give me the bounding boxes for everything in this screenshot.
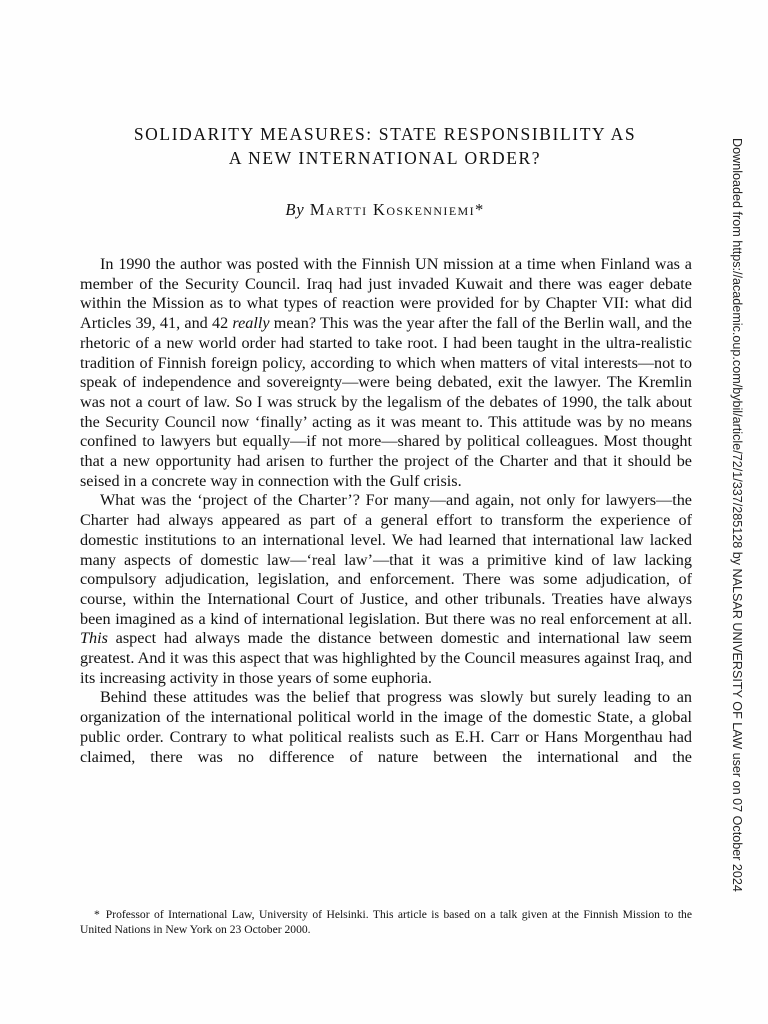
watermark-text: Downloaded from https://academic.oup.com/bybil/article/72/1/337/285128 by NALSAR UNIVERSITY OF LAW user on 07 October 2024	[730, 138, 744, 892]
footnote	[80, 907, 692, 937]
title-line-1: SOLIDARITY MEASURES: STATE RESPONSIBILITY AS	[133, 124, 637, 144]
title-line-2: A NEW INTERNATIONAL ORDER?	[228, 148, 542, 168]
footnote-marker: *	[94, 908, 100, 921]
author-name: Martti Koskenniemi*	[309, 200, 485, 219]
paragraph-2-text-b: aspect had always made the distance between domestic and international law seem greatest. And it was this aspect that was highlighted by the Council measures against Iraq, and its increasing activity in those years of some euphoria.	[80, 629, 692, 687]
article-title	[80, 122, 690, 170]
footnote-text: Professor of International Law, University of Helsinki. This article is based on a talk given at the Finnish Mission to the United Nations in New York on 23 October 2000.	[80, 908, 692, 936]
paragraph-2-emphasis: This	[80, 629, 108, 648]
byline-by: By	[285, 200, 305, 219]
paragraph-3-text: Behind these attitudes was the belief that progress was slowly but surely leading to an organization of the international political world in the image of the domestic State, a global public order. Contrary to what political realists such as E.H. Carr or Hans Morgenthau had claimed, there was no difference of nature between the international and the	[80, 688, 692, 766]
download-watermark	[724, 138, 744, 890]
paragraph-3	[80, 688, 692, 767]
paragraph-2-text-a: What was the ‘project of the Charter’? For many—and again, not only for lawyers—the Charter had always appeared as part of a general effort to transform the experience of domestic institutions to an international level. We had learned that international law lacked many aspects of domestic law—‘real law’—that it was a primitive kind of law lacking compulsory adjudication, legislation, and enforcement. There was some adjudication, of course, within the International Court of Justice, and other tribunals. Treaties have always been imagined as a kind of international legislation. But there was no real enforcement at all.	[80, 491, 692, 628]
article-body	[80, 255, 692, 767]
paragraph-2	[80, 491, 692, 688]
paragraph-1-text-b: mean? This was the year after the fall of the Berlin wall, and the rhetoric of a new world order had started to take root. I had been taught in the ultra-realistic tradition of Finnish foreign policy, according to which when matters of vital interests—not to speak of independence and sovereignty—were being debated, exit the lawyer. The Kremlin was not a court of law. So I was struck by the legalism of the debates of 1990, the talk about the Security Council now ‘finally’ acting as it was meant to. This attitude was by no means confined to lawyers but equally—if not more—shared by political colleagues. Most thought that a new opportunity had arisen to further the project of the Charter and that it should be seised in a concrete way in connection with the Gulf crisis.	[80, 314, 692, 490]
author-byline	[80, 200, 690, 220]
paragraph-1-emphasis: really	[232, 314, 270, 333]
paragraph-1-text-a: In 1990 the author was posted with the Finnish UN mission at a time when Finland was a member of the Security Council. Iraq had just invaded Kuwait and there was eager debate within the Mission as to what types of reaction were provided for by Chapter VII: what did Articles 39, 41, and 42	[80, 255, 692, 333]
paragraph-1	[80, 255, 692, 491]
